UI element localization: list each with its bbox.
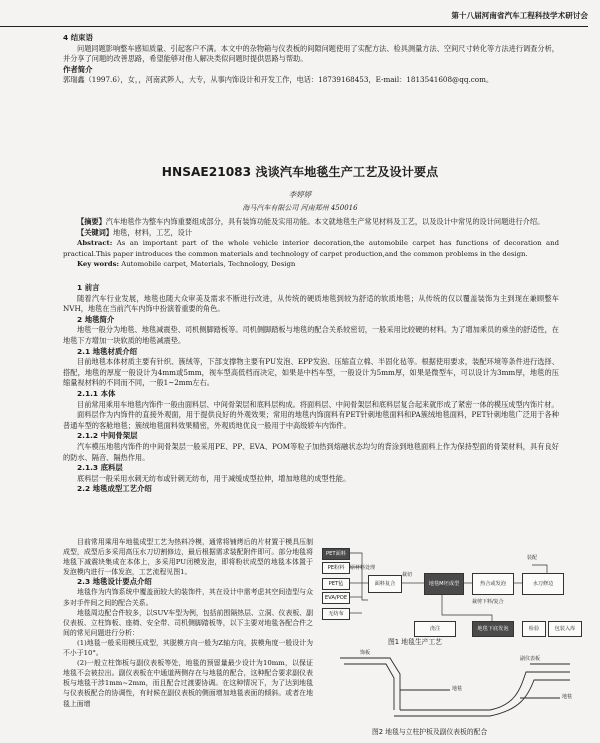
prev-paper-tail — [63, 33, 559, 86]
fig1-pet-felt: PET毡 — [322, 578, 350, 590]
fig1-store: 包装入库 — [548, 621, 582, 637]
body-left-column — [63, 537, 313, 709]
s211-p1: 目前常用乘用车地毯内饰件一般由面料层、中间骨架层和底料层构成。将面料层、中间骨架层和底料层复合起来就形成了紧密一体的模压成型内饰片材。 — [77, 399, 559, 409]
bio-text: 郭瑞鑫（1997.6），女，，河南武陟人，大专，从事内饰设计和开发工作，电话：18739168453，E-mail：1813541608@qq.com。 — [63, 75, 494, 85]
figure-2-caption: 图2 地毯与立柱护板及副仪表板的配合 — [372, 728, 488, 736]
keywords-cn-text: 地毯，材料，工艺，设计 — [112, 227, 193, 237]
s211-p2: 面料层作为内饰件的直接外观面，用于提供良好的外观效果；常用的地毯内饰面料有PET针刺地毯面料和PA簇绒地毯面料，PET针刺地毯广泛用于各种普通车型的客舱地毯；簇绒地毯面料效果精密，外观质地优良一般用于中高级轿车内饰件。 — [63, 410, 559, 430]
fig1-foam: 热合或发泡 — [472, 573, 514, 595]
fig1-note: 裁剪下料/复合 — [472, 599, 504, 605]
fig1-assembly: 装配 — [527, 555, 538, 561]
fig1-qc: 检验 — [522, 621, 546, 637]
fig1-cut: 裁切 — [402, 572, 413, 578]
s213-heading: 2.1.3 底料层 — [77, 463, 123, 473]
s213-text: 底料层一般采用水刺无纺布或针刺无纺布，用于减缓成型拉伸，增加地毯的成型性能。 — [77, 473, 351, 483]
fig2-label-trim: 饰板 — [360, 650, 371, 656]
keywords-cn — [63, 228, 559, 239]
s212-heading: 2.1.2 中间骨架层 — [77, 431, 138, 441]
author: 李婷婷 — [288, 190, 312, 199]
keywords-en — [63, 259, 559, 270]
fig1-fill: 地毯下底发泡 — [472, 621, 514, 637]
conclusion-heading: 4 结束语 — [63, 33, 93, 42]
keywords-cn-label: 【关键词】 — [77, 227, 113, 237]
s212-text: 汽车模压地毯内饰件的中间骨架层一般采用PE、PP、EVA、POM等粒子加热到熔融状态均匀的背涂到地毯面料上作为保持型面的骨架材料，具有良好的防水、隔音、隔热作用。 — [63, 441, 559, 462]
affiliation: 海马汽车有限公司 河南郑州 450016 — [242, 204, 358, 212]
running-header: 第十八届河南省汽车工程科技学术研讨会 — [0, 8, 588, 27]
abstract-block — [63, 217, 559, 270]
fig1-pet: PET面料 — [322, 548, 350, 560]
fig1-sub: 无纺布 — [322, 608, 350, 620]
keywords-en-text: Automobile carpet, Materials, Technology, Design — [121, 260, 296, 269]
s1-text: 随着汽车行业发展，地毯也随大众审美及需求不断进行改进，从传统的硬质地毯到较为舒适的软质地毯；从传统的仅以覆盖装饰为主到现在兼顾整车NVH，地毯在当前汽车内饰中扮演着重要的角色。 — [63, 293, 559, 314]
fig1-mat-composite: 面料复合 — [368, 575, 402, 593]
s2-text: 地毯一般分为地毯、地毯减震垫、司机侧脚踏板等。司机侧脚踏板与地毯的配合关系较密切，一般采用比较硬的材料。为了增加乘员的乘坐的舒适性，在地毯下方增加一块软质的地毯减震垫。 — [63, 325, 559, 345]
s23-p3: (1)地毯一般采用模压成型，其脱模方向一般为Z轴方向，拔模角度一般设计为不小于10°。 — [63, 638, 313, 658]
fig2-label-carpet-a: 地毯 — [452, 686, 463, 692]
s1-heading: 1 前言 — [77, 283, 100, 292]
s21-text: 目前地毯本体材质主要有针织、簇绒等，下部支撑物主要有PU发泡、EPP发泡、压缩直立棉、半固化毡等。根据使用要求，装配环境等条件进行选择、搭配，地毯的厚度一般设计为4mm或5mm，视车型高低档而决定，如果是中档车型，一般设计为5mm厚，如果是微型车，可以设计为3mm厚，地毯的压缩量视材料的不同而不同，一般1~2mm左右。 — [63, 357, 559, 388]
s23-heading: 2.3 地毯设计要点介绍 — [77, 577, 152, 587]
fig2-label-carpet-b: 地毯 — [562, 694, 573, 700]
s22-heading: 2.2 地毯成型工艺介绍 — [77, 484, 152, 494]
fig1-pour: 浇注 — [414, 621, 456, 637]
figure-1 — [322, 545, 582, 645]
s23-p1: 地毯作为内饰系统中覆盖面较大的装饰件，其在设计中需考虑其空间造型与众多对手件间之间的配合关系。 — [63, 588, 313, 607]
fig1-carpet-m: 地毯M坯成型 — [424, 573, 464, 595]
s23-p2: 地毯周边配合件较多，以SUV车型为例，包括前围隔热层、立洞、仪表板、副仪表板、立柱饰板、座椅、安全带、司机侧脚踏板等，以下主要对地毯各配合件之间的常见问题进行分析： — [63, 608, 314, 637]
article-title: HNSAE21083 浅谈汽车地毯生产工艺及设计要点 — [161, 165, 439, 179]
abstract-en-label: Abstract: — [77, 239, 113, 248]
fig2-label-console: 副仪表板 — [520, 656, 541, 662]
fig1-mat-process: 原材料处理 — [350, 565, 376, 571]
body-full — [63, 283, 559, 495]
fig1-trim: 水刀修边 — [522, 573, 564, 595]
s2-heading: 2 地毯简介 — [77, 314, 115, 324]
fig1-pe: PE粉料 — [322, 562, 350, 574]
abstract-cn-label: 【摘要】 — [77, 217, 106, 226]
bio-heading: 作者简介 — [63, 64, 93, 74]
abstract-cn-text: 汽车地毯作为整车内饰重要组成部分，具有装饰功能及实用功能。本文就地毯生产常见材料及工艺，以及设计中常见的设计问题进行介绍。 — [105, 217, 545, 226]
s23-p4: (2)一般立柱饰板与副仪表板等处，地毯的预留量最少设计为10mm，以保证地毯不会被拉出。副仪表板在中通道两侧存在与地毯的配合，这种配合要求副仪表板与地毯干涉1mm~2mm，而且配合过渡要协调。在这种情况下，为了达到地毯与仪表板配合的协调性，有时候在副仪表板的侧面增加地毯表面的倾斜。或者在地毯上面增 — [63, 659, 313, 708]
fig1-eva: EVA/POE — [322, 592, 350, 604]
abstract-en-text: As an important part of the whole vehicle interior decoration,the automobile carpet has functions of decoration and practical.This paper introduces the common materials and technology of carpet production,and the common problems in the design. — [63, 239, 559, 258]
keywords-en-label: Key words: — [77, 260, 120, 269]
abstract-en — [63, 238, 559, 259]
s21-heading: 2.1 地毯材质介绍 — [77, 346, 138, 356]
figure-1-caption: 图1 地毯生产工艺 — [388, 638, 443, 646]
figure-2 — [330, 650, 580, 722]
s22-text: 目前常用乘用车地毯成型工艺为热料冷模，通常将铺烤后的片材置于模具压制成型，成型后多采用高压水刀切割修边，最后根据需求装配附件即可。部分地毯将地毯下减震块集成在本体上，多采用PU闭模发泡，即将粉状成型的地毯本体置于发泡模内进行一体发泡，工艺流程见图1。 — [63, 538, 313, 577]
abstract-cn — [63, 217, 559, 228]
conclusion-text: 问题同题影响整车感知质量、引起客户不满。本文中的杂物箱与仪表板的间隙问题使用了实配方法、检具测量方法、空间尺寸转化等方法进行调查分析，并分享了问题的改善思路，希望能够对他人解决类似问题时提供思路与帮助。 — [63, 43, 559, 64]
s211-heading: 2.1.1 本体 — [77, 388, 116, 398]
